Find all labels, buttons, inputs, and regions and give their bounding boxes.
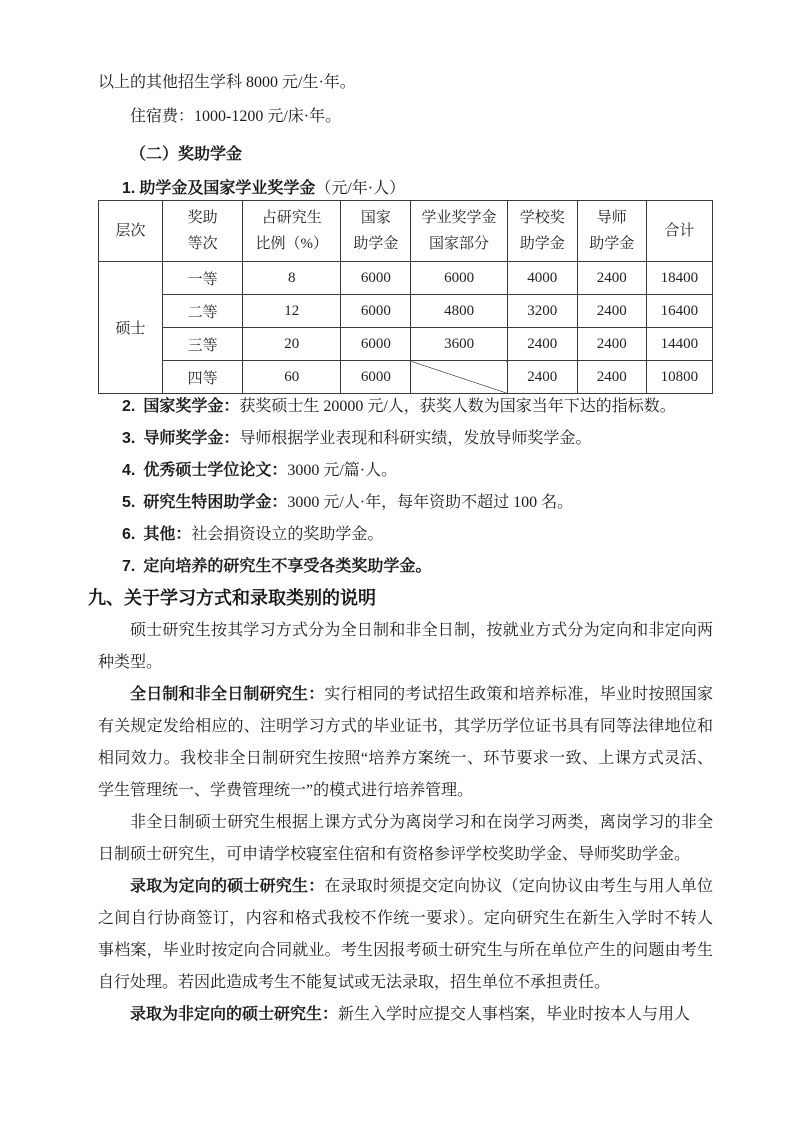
item-lead: 定向培养的研究生不享受各类奖助学金。	[143, 558, 432, 575]
list-item-7	[98, 551, 713, 583]
item-number: 2.	[122, 398, 136, 415]
paragraph	[98, 679, 713, 807]
item-lead: 国家奖学金：	[143, 398, 240, 415]
item-unit: （元/年·人）	[315, 180, 406, 197]
table-cell: 2400	[577, 262, 646, 295]
list-item-5	[98, 487, 713, 519]
paragraph-text: 硕士研究生按其学习方式分为全日制和非全日制，按就业方式分为定向和非定向两种类型。	[98, 622, 713, 671]
table-cell: 8	[243, 262, 341, 295]
paragraph	[98, 615, 713, 679]
table-cell: 一等	[163, 262, 243, 295]
table-cell: 6000	[341, 328, 411, 361]
table-cell: 6000	[341, 295, 411, 328]
table-cell: 6000	[341, 262, 411, 295]
table-row	[99, 361, 713, 394]
table-row	[99, 295, 713, 328]
paragraph	[98, 871, 713, 999]
item-number: 3.	[122, 430, 136, 447]
list-item-4	[98, 455, 713, 487]
paragraph-lead: 录取为非定向的硕士研究生：	[130, 1006, 339, 1023]
table-cell: 四等	[163, 361, 243, 394]
item-lead: 优秀硕士学位论文：	[143, 462, 288, 479]
table-cell: 4000	[507, 262, 577, 295]
paragraph	[98, 807, 713, 871]
paragraph-text: 新生入学时应提交人事档案，毕业时按本人与用人	[338, 1006, 691, 1023]
table-cell: 14400	[646, 328, 712, 361]
column-header-national-grant: 国家 助学金	[341, 201, 411, 262]
item-text: 3000 元/篇·人。	[287, 462, 398, 479]
list-item-6	[98, 519, 713, 551]
item-lead: 导师奖学金：	[143, 430, 240, 447]
item-lead: 其他：	[143, 526, 192, 543]
column-header-grade: 奖助 等次	[163, 201, 243, 262]
intro-line-tuition: 以上的其他招生学科 8000 元/生·年。	[98, 74, 356, 91]
table-cell: 6000	[411, 262, 507, 295]
table-cell: 10800	[646, 361, 712, 394]
column-header-total: 合计	[646, 201, 712, 262]
scholarship-table	[98, 200, 713, 394]
table-cell: 3600	[411, 328, 507, 361]
table-header-row	[99, 201, 713, 262]
table-cell: 2400	[577, 361, 646, 394]
item-text: 社会捐资设立的奖助学金。	[191, 526, 384, 543]
table-cell: 2400	[577, 328, 646, 361]
item-title: 助学金及国家学业奖学金	[139, 180, 316, 197]
table-cell: 4800	[411, 295, 507, 328]
table-cell: 2400	[507, 361, 577, 394]
item-number: 5.	[122, 494, 136, 511]
table-cell: 3200	[507, 295, 577, 328]
table-cell: 三等	[163, 328, 243, 361]
paragraph-text: 在录取时须提交定向协议（定向协议由考生与用人单位之间自行协商签订，内容和格式我校不作统一要求）。定向研究生在新生入学时不转人事档案，毕业时按定向合同就业。考生因报考硕士研究生与所在单位产生的问题由考生自行处理。若因此造成考生不能复试或无法录取，招生单位不承担责任。	[98, 878, 713, 991]
list-item-3	[98, 423, 713, 455]
column-header-tutor-grant: 导师 助学金	[577, 201, 646, 262]
table-cell: 二等	[163, 295, 243, 328]
paragraph-lead: 全日制和非全日制研究生：	[130, 686, 325, 703]
table-cell: 60	[243, 361, 341, 394]
item-number: 7.	[122, 558, 136, 575]
table-cell-not-applicable	[411, 361, 507, 394]
paragraph-text: 非全日制硕士研究生根据上课方式分为离岗学习和在岗学习两类，离岗学习的非全日制硕士研究生，可申请学校寝室住宿和有资格参评学校奖助学金、导师奖助学金。	[98, 814, 713, 863]
paragraph-lead: 录取为定向的硕士研究生：	[130, 878, 325, 895]
subsection-heading-scholarships: （二）奖助学金	[130, 146, 243, 163]
item-text: 3000 元/人·年，每年资助不超过 100 名。	[287, 494, 574, 511]
table-cell: 6000	[341, 361, 411, 394]
list-item-2	[98, 391, 713, 423]
item-number: 6.	[122, 526, 136, 543]
section-heading-nine: 九、关于学习方式和录取类别的说明	[88, 588, 376, 608]
table-cell: 2400	[577, 295, 646, 328]
intro-line-accommodation: 住宿费：1000-1200 元/床·年。	[130, 108, 342, 125]
table-row	[99, 262, 713, 295]
row-group-label: 硕士	[99, 262, 163, 394]
table-cell: 18400	[646, 262, 712, 295]
item-text: 获奖硕士生 20000 元/人，获奖人数为国家当年下达的指标数。	[239, 398, 676, 415]
item-number: 1.	[122, 180, 136, 197]
table-row	[99, 328, 713, 361]
column-header-level: 层次	[99, 201, 163, 262]
column-header-ratio: 占研究生 比例（%）	[243, 201, 341, 262]
column-header-school-grant: 学校奖 助学金	[507, 201, 577, 262]
item-number: 4.	[122, 462, 136, 479]
table-cell: 16400	[646, 295, 712, 328]
paragraph	[98, 999, 713, 1031]
column-header-academic-scholarship: 学业奖学金 国家部分	[411, 201, 507, 262]
table-cell: 2400	[507, 328, 577, 361]
item-text: 导师根据学业表现和科研实绩，发放导师奖学金。	[239, 430, 592, 447]
table-cell: 12	[243, 295, 341, 328]
paragraph-text: 实行相同的考试招生政策和培养标准，毕业时按照国家有关规定发给相应的、注明学习方式的毕业证书，其学历学位证书具有同等法律地位和相同效力。我校非全日制研究生按照“培养方案统一、环节要求一致、上课方式灵活、学生管理统一、学费管理统一”的模式进行培养管理。	[98, 686, 713, 799]
table-cell: 20	[243, 328, 341, 361]
item-lead: 研究生特困助学金：	[143, 494, 288, 511]
